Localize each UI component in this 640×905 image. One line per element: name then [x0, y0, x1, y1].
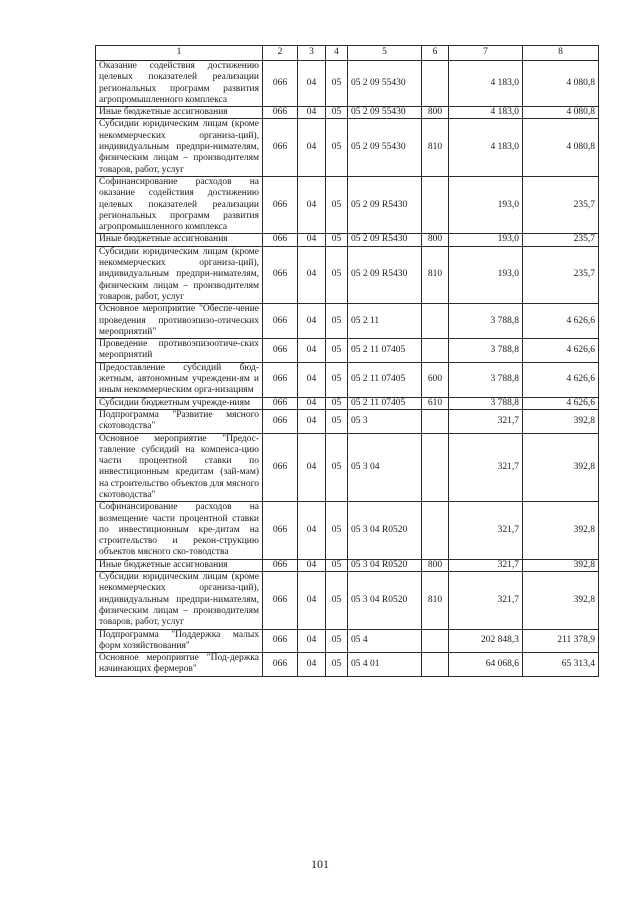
section-cell: 04	[298, 61, 326, 107]
subsection-cell: 05	[326, 397, 348, 409]
expense-type-cell: 800	[422, 107, 449, 119]
subsection-cell: 05	[326, 572, 348, 629]
expense-type-cell: 610	[422, 397, 449, 409]
table-row	[96, 176, 599, 233]
row-name-cell: Иные бюджетные ассигнования	[96, 107, 263, 119]
amount-col8-cell: 4 080,8	[523, 61, 599, 107]
amount-col8-cell: 4 626,6	[523, 397, 599, 409]
admin-code-cell: 066	[263, 433, 298, 502]
expense-type-cell: 810	[422, 119, 449, 176]
expense-type-cell	[422, 433, 449, 502]
amount-col8-cell: 211 378,9	[523, 629, 599, 653]
table-row	[96, 107, 599, 119]
subsection-cell: 05	[326, 176, 348, 233]
subsection-cell: 05	[326, 234, 348, 246]
target-article-cell: 05 2 09 R5430	[348, 176, 422, 233]
subsection-cell: 05	[326, 246, 348, 303]
target-article-cell: 05 3 04	[348, 433, 422, 502]
header-cell: 3	[298, 46, 326, 61]
header-cell: 8	[523, 46, 599, 61]
subsection-cell: 05	[326, 61, 348, 107]
amount-col7-cell: 4 183,0	[449, 61, 523, 107]
expense-type-cell	[422, 304, 449, 339]
target-article-cell: 05 2 09 55430	[348, 61, 422, 107]
admin-code-cell: 066	[263, 653, 298, 677]
expense-type-cell	[422, 176, 449, 233]
admin-code-cell: 066	[263, 61, 298, 107]
amount-col8-cell: 4 626,6	[523, 362, 599, 397]
row-name-cell: Софинансирование расходов на возмещение части процентной ставки по инвестиционным кре-дитам на строительство и рекон-струкцию объектов мясного ско-товодства	[96, 502, 263, 559]
section-cell: 04	[298, 409, 326, 433]
amount-col8-cell: 235,7	[523, 234, 599, 246]
target-article-cell: 05 2 11	[348, 304, 422, 339]
admin-code-cell: 066	[263, 246, 298, 303]
row-name-cell: Подпрограмма "Поддержка малых форм хозяйствования"	[96, 629, 263, 653]
subsection-cell: 05	[326, 339, 348, 363]
target-article-cell: 05 3	[348, 409, 422, 433]
subsection-cell: 05	[326, 653, 348, 677]
target-article-cell: 05 3 04 R0520	[348, 572, 422, 629]
section-cell: 04	[298, 176, 326, 233]
expense-type-cell: 810	[422, 246, 449, 303]
table-row	[96, 572, 599, 629]
amount-col8-cell: 235,7	[523, 246, 599, 303]
table-row	[96, 362, 599, 397]
target-article-cell: 05 2 11 07405	[348, 362, 422, 397]
expense-type-cell: 600	[422, 362, 449, 397]
admin-code-cell: 066	[263, 629, 298, 653]
amount-col7-cell: 64 068,6	[449, 653, 523, 677]
subsection-cell: 05	[326, 119, 348, 176]
table-row	[96, 559, 599, 571]
amount-col7-cell: 3 788,8	[449, 362, 523, 397]
amount-col8-cell: 4 080,8	[523, 107, 599, 119]
amount-col8-cell: 392,8	[523, 572, 599, 629]
table-row	[96, 409, 599, 433]
amount-col8-cell: 392,8	[523, 502, 599, 559]
amount-col7-cell: 193,0	[449, 176, 523, 233]
subsection-cell: 05	[326, 107, 348, 119]
table-row	[96, 246, 599, 303]
target-article-cell: 05 2 11 07405	[348, 339, 422, 363]
amount-col8-cell: 235,7	[523, 176, 599, 233]
amount-col8-cell: 4 080,8	[523, 119, 599, 176]
amount-col7-cell: 202 848,3	[449, 629, 523, 653]
amount-col7-cell: 193,0	[449, 234, 523, 246]
amount-col8-cell: 4 626,6	[523, 304, 599, 339]
expense-type-cell	[422, 653, 449, 677]
row-name-cell: Софинансирование расходов на оказание содействия достижению целевых показателей реализации региональных программ развития агропромышленного комплекса	[96, 176, 263, 233]
expense-type-cell	[422, 339, 449, 363]
section-cell: 04	[298, 572, 326, 629]
admin-code-cell: 066	[263, 119, 298, 176]
section-cell: 04	[298, 397, 326, 409]
subsection-cell: 05	[326, 362, 348, 397]
section-cell: 04	[298, 362, 326, 397]
row-name-cell: Основное мероприятие "Предос-тавление субсидий на компенса-цию части процентной ставки по инвестиционным кредитам (зай-мам) на строительство объектов для мясного скотоводства"	[96, 433, 263, 502]
admin-code-cell: 066	[263, 234, 298, 246]
subsection-cell: 05	[326, 433, 348, 502]
header-cell: 5	[348, 46, 422, 61]
header-row	[96, 46, 599, 61]
table-row	[96, 61, 599, 107]
admin-code-cell: 066	[263, 362, 298, 397]
header-cell: 2	[263, 46, 298, 61]
amount-col7-cell: 321,7	[449, 559, 523, 571]
page-number: 101	[311, 857, 329, 871]
expense-type-cell	[422, 409, 449, 433]
admin-code-cell: 066	[263, 176, 298, 233]
subsection-cell: 05	[326, 502, 348, 559]
target-article-cell: 05 2 09 55430	[348, 119, 422, 176]
row-name-cell: Иные бюджетные ассигнования	[96, 234, 263, 246]
admin-code-cell: 066	[263, 107, 298, 119]
subsection-cell: 05	[326, 304, 348, 339]
section-cell: 04	[298, 502, 326, 559]
subsection-cell: 05	[326, 559, 348, 571]
expense-type-cell	[422, 629, 449, 653]
row-name-cell: Субсидии юридическим лицам (кроме некоммерческих организа-ций), индивидуальным предпри-нимателям, физическим лицам – производителям товаров, работ, услуг	[96, 119, 263, 176]
row-name-cell: Основное мероприятие "Под-держка начинающих фермеров"	[96, 653, 263, 677]
row-name-cell: Проведение противоэпизоотиче-ских мероприятий	[96, 339, 263, 363]
header-cell: 7	[449, 46, 523, 61]
expense-type-cell	[422, 502, 449, 559]
section-cell: 04	[298, 234, 326, 246]
amount-col8-cell: 4 626,6	[523, 339, 599, 363]
admin-code-cell: 066	[263, 409, 298, 433]
amount-col8-cell: 392,8	[523, 433, 599, 502]
section-cell: 04	[298, 119, 326, 176]
section-cell: 04	[298, 339, 326, 363]
admin-code-cell: 066	[263, 572, 298, 629]
header-cell: 1	[96, 46, 263, 61]
header-cell: 4	[326, 46, 348, 61]
section-cell: 04	[298, 304, 326, 339]
target-article-cell: 05 2 09 55430	[348, 107, 422, 119]
subsection-cell: 05	[326, 629, 348, 653]
row-name-cell: Подпрограмма "Развитие мясного скотоводства"	[96, 409, 263, 433]
table-row	[96, 433, 599, 502]
section-cell: 04	[298, 107, 326, 119]
target-article-cell: 05 4	[348, 629, 422, 653]
header-cell: 6	[422, 46, 449, 61]
section-cell: 04	[298, 653, 326, 677]
amount-col8-cell: 392,8	[523, 409, 599, 433]
table-row	[96, 629, 599, 653]
table-row	[96, 397, 599, 409]
row-name-cell: Субсидии бюджетным учрежде-ниям	[96, 397, 263, 409]
table-row	[96, 653, 599, 677]
amount-col7-cell: 321,7	[449, 502, 523, 559]
target-article-cell: 05 2 09 R5430	[348, 246, 422, 303]
amount-col7-cell: 321,7	[449, 409, 523, 433]
row-name-cell: Иные бюджетные ассигнования	[96, 559, 263, 571]
amount-col7-cell: 3 788,8	[449, 339, 523, 363]
amount-col7-cell: 321,7	[449, 433, 523, 502]
section-cell: 04	[298, 629, 326, 653]
budget-table	[95, 45, 599, 677]
admin-code-cell: 066	[263, 339, 298, 363]
admin-code-cell: 066	[263, 304, 298, 339]
expense-type-cell: 810	[422, 572, 449, 629]
admin-code-cell: 066	[263, 397, 298, 409]
target-article-cell: 05 3 04 R0520	[348, 559, 422, 571]
target-article-cell: 05 2 11 07405	[348, 397, 422, 409]
expense-type-cell: 800	[422, 234, 449, 246]
row-name-cell: Субсидии юридическим лицам (кроме некоммерческих организа-ций), индивидуальным предпри-нимателям, физическим лицам – производителям товаров, работ, услуг	[96, 246, 263, 303]
table-row	[96, 119, 599, 176]
amount-col8-cell: 65 313,4	[523, 653, 599, 677]
table-row	[96, 339, 599, 363]
amount-col7-cell: 4 183,0	[449, 119, 523, 176]
amount-col7-cell: 193,0	[449, 246, 523, 303]
section-cell: 04	[298, 246, 326, 303]
amount-col7-cell: 4 183,0	[449, 107, 523, 119]
admin-code-cell: 066	[263, 502, 298, 559]
section-cell: 04	[298, 559, 326, 571]
expense-type-cell: 800	[422, 559, 449, 571]
row-name-cell: Оказание содействия достижению целевых показателей реализации региональных программ развития агропромышленного комплекса	[96, 61, 263, 107]
amount-col7-cell: 3 788,8	[449, 397, 523, 409]
amount-col7-cell: 321,7	[449, 572, 523, 629]
table-body	[96, 61, 599, 677]
target-article-cell: 05 2 09 R5430	[348, 234, 422, 246]
admin-code-cell: 066	[263, 559, 298, 571]
amount-col8-cell: 392,8	[523, 559, 599, 571]
table-row	[96, 304, 599, 339]
row-name-cell: Предоставление субсидий бюд-жетным, автономным учреждени-ям и иным некоммерческим орга-низациям	[96, 362, 263, 397]
section-cell: 04	[298, 433, 326, 502]
amount-col7-cell: 3 788,8	[449, 304, 523, 339]
row-name-cell: Основное мероприятие "Обеспе-чение проведения противоэпизо-отических мероприятий"	[96, 304, 263, 339]
table-row	[96, 502, 599, 559]
subsection-cell: 05	[326, 409, 348, 433]
target-article-cell: 05 4 01	[348, 653, 422, 677]
table-row	[96, 234, 599, 246]
row-name-cell: Субсидии юридическим лицам (кроме некоммерческих организа-ций), индивидуальным предпри-нимателям, физическим лицам – производителям товаров, работ, услуг	[96, 572, 263, 629]
expense-type-cell	[422, 61, 449, 107]
target-article-cell: 05 3 04 R0520	[348, 502, 422, 559]
